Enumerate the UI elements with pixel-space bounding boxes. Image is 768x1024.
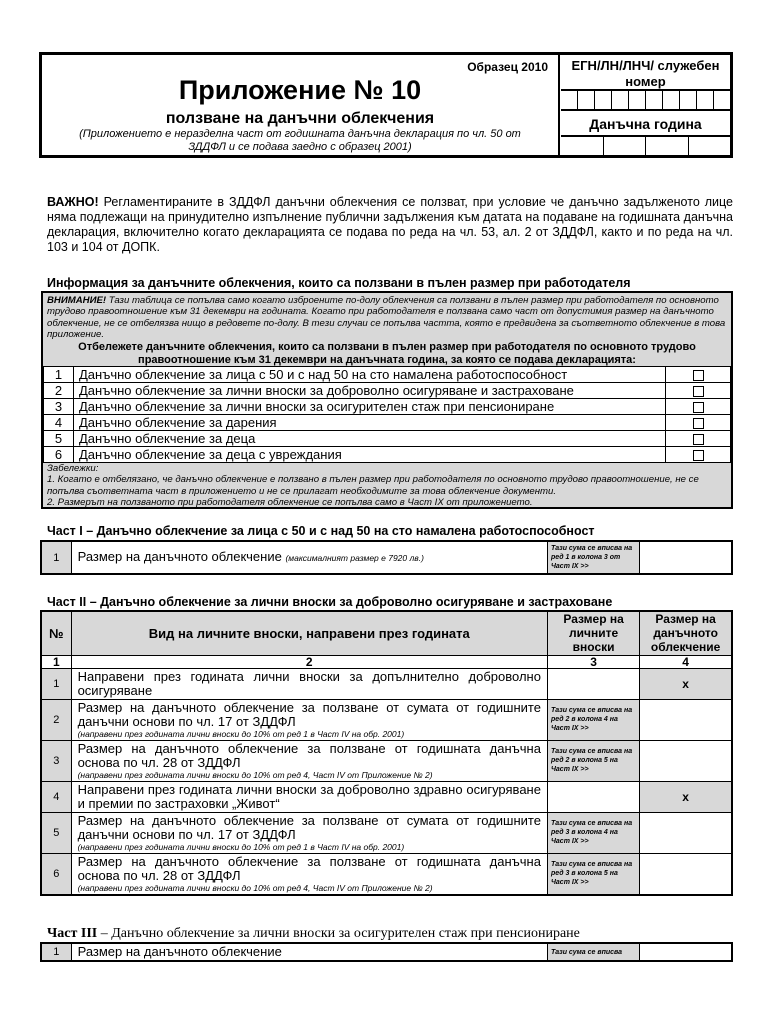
table-row: 6 Размер на данъчното облекчение за ползване от годишната данъчна основа по чл. 28 от ЗДДФЛ (направени през годината лични вноски до 10% от ред 4, Част IV от Приложение № 2) Тази сума се вписва на ред 3 в колона 5 на Част IX >> xyxy=(41,853,732,895)
table-row: 3 Размер на данъчното облекчение за ползване от годишната данъчна основа по чл. 28 от ЗДДФЛ (направени през годината лични вноски до 10% от ред 4, Част IV от Приложение № 2) Тази сума се вписва на ред 2 в колона 5 на Част IX >> xyxy=(41,740,732,781)
part1-ref: Тази сума се вписва на ред 1 в колона 3 от Част IX >> xyxy=(547,541,639,574)
contribution-input[interactable] xyxy=(547,668,639,699)
info-box xyxy=(41,291,733,509)
list-item: 1 Данъчно облекчение за лица с 50 и с над 50 на сто намалена работоспособност xyxy=(44,367,731,383)
part3-table xyxy=(40,942,733,962)
relief-checklist xyxy=(43,366,731,463)
checkbox[interactable] xyxy=(693,434,704,445)
header-note: (Приложението е неразделна част от годишната данъчна декларация по чл. 50 от ЗДДФЛ и се подава заедно с образец 2001) xyxy=(79,128,521,153)
list-item: 6 Данъчно облекчение за деца с увреждания xyxy=(44,447,731,463)
relief-input[interactable] xyxy=(640,853,732,895)
info-warning xyxy=(47,295,727,341)
egn-input-cells[interactable] xyxy=(561,91,730,111)
mark-instruction: Отбележете данъчните облекчения, които са ползвани в пълен размер при работодателя по основното трудово правоотношение към 31 декември на данъчната година, за която се подава декларацията: xyxy=(78,341,696,366)
note-1: 1. Когато е отбелязано, че данъчно облекчение е ползвано в пълен размер при работодателя по основното трудово правоотношение, не се попълва съответната част в приложението и не се прилагат необходимите за това облекчение документи. xyxy=(47,474,699,497)
relief-input[interactable] xyxy=(640,699,732,740)
header-id-block xyxy=(561,55,730,155)
note-2: 2. Размерът на ползваното при работодателя облекчение се попълва само в Част IX от приложението. xyxy=(47,497,533,509)
notes-title: Забележки: xyxy=(47,463,99,474)
important-text: Регламентираните в ЗДДФЛ данъчни облекчения се ползват, при условие че данъчно задълженото лице няма подлежащи на принудително изпълнение публични задължения към датата на подаване на годишната данъчна декларация, включително когато декларацията се подава по реда на чл. 53, ал. 2 от ЗДДФЛ, както и по реда на чл. 103 и 104 от ДОПК. xyxy=(47,195,733,254)
list-item: 4 Данъчно облекчение за дарения xyxy=(44,415,731,431)
info-notes xyxy=(47,463,727,509)
form-year: Образец 2010 xyxy=(467,60,548,74)
part2-title: Част ІІ – Данъчно облекчение за лични вноски за доброволно осигуряване и застраховане xyxy=(47,595,613,609)
list-item: 2 Данъчно облекчение за лични вноски за доброволно осигуряване и застраховане xyxy=(44,383,731,399)
page-subtitle: ползване на данъчни облекчения xyxy=(165,110,435,127)
list-item: 3 Данъчно облекчение за лични вноски за осигурителен стаж при пенсиониране xyxy=(44,399,731,415)
column-index-row: 1 2 3 4 xyxy=(41,655,732,668)
relief-input[interactable] xyxy=(640,740,732,781)
important-label: ВАЖНО! xyxy=(47,195,99,209)
checkbox[interactable] xyxy=(693,370,704,381)
part1-amount-input[interactable] xyxy=(640,541,732,574)
page-title: Приложение № 10 xyxy=(178,75,422,105)
header-title-block xyxy=(42,55,560,155)
checkbox[interactable] xyxy=(693,386,704,397)
part3-amount-input[interactable] xyxy=(640,943,732,961)
egn-label: ЕГН/ЛН/ЛНЧ/ служебен номер xyxy=(561,55,730,91)
part3-title: Част ІІІ – Данъчно облекчение за лични вноски за осигурителен стаж при пенсиониране xyxy=(47,926,580,941)
info-section-title: Информация за данъчните облекчения, които са ползвани в пълен размер при работодателя xyxy=(47,276,631,290)
table-row: 1 Размер на данъчното облекчение Тази сума се вписва xyxy=(41,943,732,961)
table-row: 5 Размер на данъчното облекчение за ползване от сумата от годишните данъчни основи по чл. 17 от ЗДДФЛ (направени през годината лични вноски до 10% от ред 1 в Част IV на обр. 2001) Тази сума се вписва на ред 3 в колона 4 на Част IX >> xyxy=(41,812,732,853)
table-row: 4 Направени през годината лични вноски за доброволно здравно осигуряване и премии по застраховки „Живот“ x xyxy=(41,781,732,812)
relief-input[interactable] xyxy=(640,812,732,853)
table-row: 2 Размер на данъчното облекчение за ползване от сумата от годишните данъчни основи по чл. 17 от ЗДДФЛ (направени през годината лични вноски до 10% от ред 1 в Част IV на обр. 2001) Тази сума се вписва на ред 2 в колона 4 на Част IX >> xyxy=(41,699,732,740)
tax-year-label: Данъчна година xyxy=(561,113,730,137)
table-row: 1 Размер на данъчното облекчение (максималният размер е 7920 лв.) Тази сума се вписва на ред 1 в колона 3 от Част IX >> xyxy=(41,541,732,574)
contribution-input[interactable] xyxy=(547,781,639,812)
tax-year-input-cells[interactable] xyxy=(561,137,730,155)
checkbox[interactable] xyxy=(693,402,704,413)
checkbox[interactable] xyxy=(693,450,704,461)
part1-table xyxy=(40,540,733,575)
part1-row-label: Размер на данъчното облекчение xyxy=(77,549,282,564)
checkbox[interactable] xyxy=(693,418,704,429)
part1-title: Част І – Данъчно облекчение за лица с 50 и с над 50 на сто намалена работоспособност xyxy=(47,524,595,538)
warning-text: Тази таблица се попълва само когато изброените по-долу облекчения са ползвани в пълен размер при работодателя по основното трудово правоотношение към 31 декември на годината. Когато при работодателя е ползвана само част от допустимия размер на данъчното облекчение, не се отбелязва нищо в редовете по-долу. В тези случаи се попълва частта, която е предвидена за съответното облекчение в това приложение. xyxy=(47,295,726,341)
list-item: 5 Данъчно облекчение за деца xyxy=(44,431,731,447)
part1-row-note: (максималният размер е 7920 лв.) xyxy=(285,553,424,563)
table-header-row: № Вид на личните вноски, направени през годината Размер на личните вноски Размер на данъчното облекчение xyxy=(41,611,732,655)
important-notice xyxy=(47,195,733,255)
part2-table xyxy=(40,610,733,896)
table-row: 1 Направени през годината лични вноски за допълнително доброволно осигуряване x xyxy=(41,668,732,699)
form-header xyxy=(39,52,733,158)
warning-label: ВНИМАНИЕ! xyxy=(47,295,107,306)
